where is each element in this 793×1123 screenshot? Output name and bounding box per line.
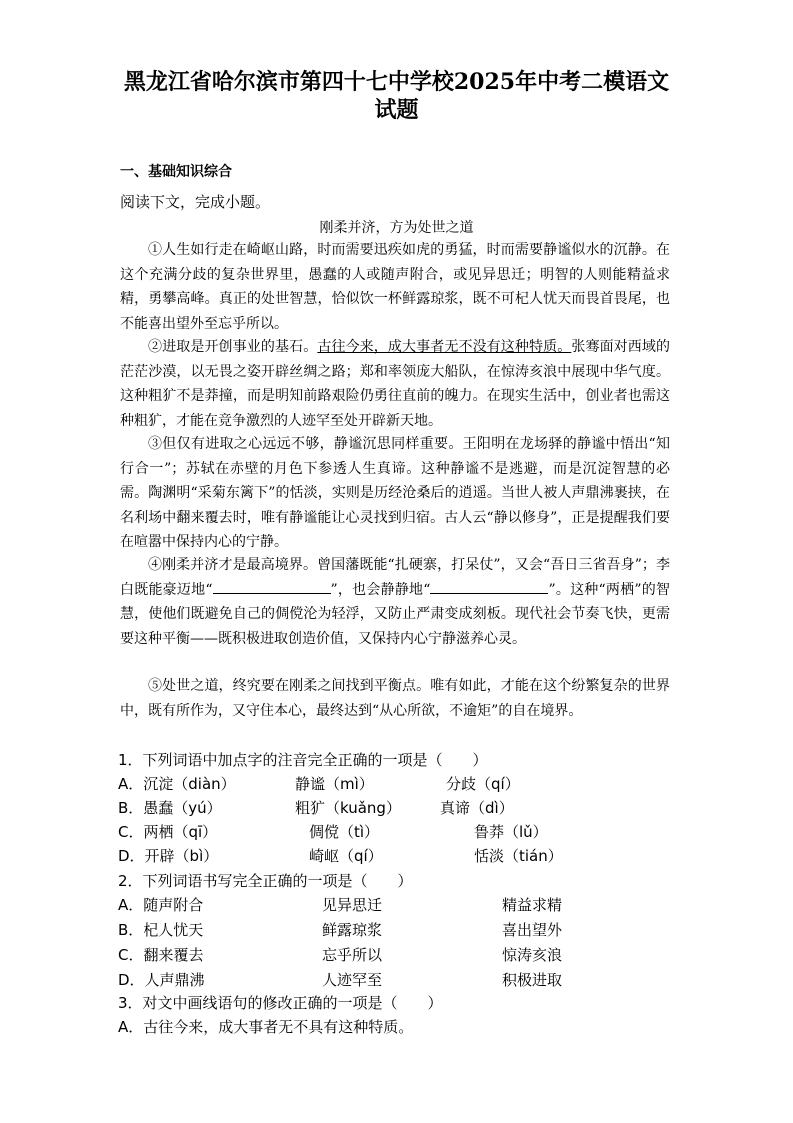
q2-option-a: A．随声附合 xyxy=(118,896,204,914)
q2-option-c-word3: 惊涛亥浪 xyxy=(502,946,563,964)
q1-option-a: A．沉淀（diàn） xyxy=(118,775,236,793)
essay-paragraph-3: ③但仅有进取之心远远不够，静谧沉思同样重要。王阳明在龙场驿的静谧中悟出“知行合一”；苏轼在赤壁的月色下参透人生真谛。这种静谧不是逃避，而是沉淀智慧的必需。陶渊明“采菊东篱下”的恬淡，实则是历经沧桑后的逍遥。当世人被人声鼎沸裹挟，在名利场中翻来覆去时，唯有静谧能让心灵找到归宿。古人云“静以修身”，正是提醒我们要在喧嚣中保持内心的宁静。 xyxy=(120,436,670,551)
q1-option-d-word3: 恬淡（tián） xyxy=(474,847,563,865)
q2-option-d-word3: 积极进取 xyxy=(502,971,563,989)
essay-paragraph-2 xyxy=(120,335,670,433)
q1-option-b-word3: 真谛（dì） xyxy=(440,799,514,817)
q2-option-b-word3: 喜出望外 xyxy=(502,921,563,939)
q2-option-d: D．人声鼎沸 xyxy=(118,971,205,989)
q2-option-d-word2: 人迹罕至 xyxy=(322,971,383,989)
q2-option-b: B．杞人忧天 xyxy=(118,921,204,939)
q2-option-a-word2: 见异思迁 xyxy=(322,896,383,914)
essay-title: 刚柔并济，方为处世之道 xyxy=(319,220,474,236)
question-1-stem: 1．下列词语中加点字的注音完全正确的一项是（ ） xyxy=(118,751,488,769)
paragraph-text: 张骞面对西域的茫茫沙漠，以无畏之姿开辟丝绸之路；郑和率领庞大船队，在惊涛亥浪中展现中华气度。这种粗犷不是莽撞，而是明知前路艰险仍勇往直前的魄力。在现实生活中，创业者也需这种粗犷，才能在竞争激烈的人迹罕至处开辟新天地。 xyxy=(120,339,671,429)
q2-option-b-word2: 鲜露琼浆 xyxy=(322,921,383,939)
q1-option-b-word2: 粗犷（kuǎng） xyxy=(295,799,401,817)
reading-instruction: 阅读下文，完成小题。 xyxy=(120,193,271,211)
q1-option-d: D．开辟（bì） xyxy=(118,847,219,865)
underlined-sentence: 古往今来，成大事者无不没有这种特质。 xyxy=(317,339,572,355)
q1-option-c-word2: 倜傥（tì） xyxy=(309,823,380,841)
q2-option-c: C．翻来覆去 xyxy=(118,946,204,964)
q1-option-d-word2: 崎岖（qí） xyxy=(309,847,383,865)
q1-option-a-word2: 静谧（mì） xyxy=(295,775,374,793)
essay-paragraph-1: ①人生如行走在崎岖山路，时而需要迅疾如虎的勇猛，时而需要静谧似水的沉静。在这个充满分歧的复杂世界里，愚蠢的人或随声附合，或见异思迁；明智的人则能精益求精，勇攀高峰。真正的处世智慧，恰似饮一杯鲜露琼浆，既不可杞人忧天而畏首畏尾，也不能喜出望外至忘乎所以。 xyxy=(120,242,670,332)
section-heading: 一、基础知识综合 xyxy=(120,164,232,180)
fill-blank xyxy=(213,579,331,594)
essay-paragraph-5: ⑤处世之道，终究要在刚柔之间找到平衡点。唯有如此，才能在这个纷繁复杂的世界中，既有所作为，又守住本心，最终达到“从心所欲，不逾矩”的自在境界。 xyxy=(120,678,670,719)
fill-blank xyxy=(430,579,548,594)
paragraph-text: ④刚柔并济才是最高境界。曾国藩既能“扎硬寨，打呆仗”，又会“吾日三省吾身”；李白既能豪迈地“ xyxy=(120,557,670,598)
paragraph-text: ”，也会静静地“ xyxy=(330,581,431,598)
q1-option-b: B．愚蠢（yú） xyxy=(118,799,222,817)
q2-option-a-word3: 精益求精 xyxy=(502,896,563,914)
q1-option-a-word3: 分歧（qí） xyxy=(446,775,520,793)
paragraph-text: ②进取是开创事业的基石。 xyxy=(148,339,318,355)
q3-option-a: A．古往今来，成大事者无不具有这种特质。 xyxy=(118,1018,414,1036)
paragraph-text: ”。这种“两栖”的智慧，使他们既避免自己的倜傥沦为轻浮，又防止严肃变成刻板。现代社会节奏飞快，更需要这种平衡——既积极进取创造价值，又保持内心宁静滋养心灵。 xyxy=(120,581,670,647)
essay-paragraph-4 xyxy=(120,553,670,651)
page-title: 黑龙江省哈尔滨市第四十七中学校2025年中考二模语文试题 xyxy=(123,69,670,123)
q1-option-c-word3: 鲁莽（lǔ） xyxy=(474,823,548,841)
question-2-stem: 2．下列词语书写完全正确的一项是（ ） xyxy=(118,872,413,890)
q1-option-c: C．两栖（qī） xyxy=(118,823,218,841)
question-3-stem: 3．对文中画线语句的修改正确的一项是（ ） xyxy=(118,994,443,1012)
q2-option-c-word2: 忘乎所以 xyxy=(322,946,383,964)
